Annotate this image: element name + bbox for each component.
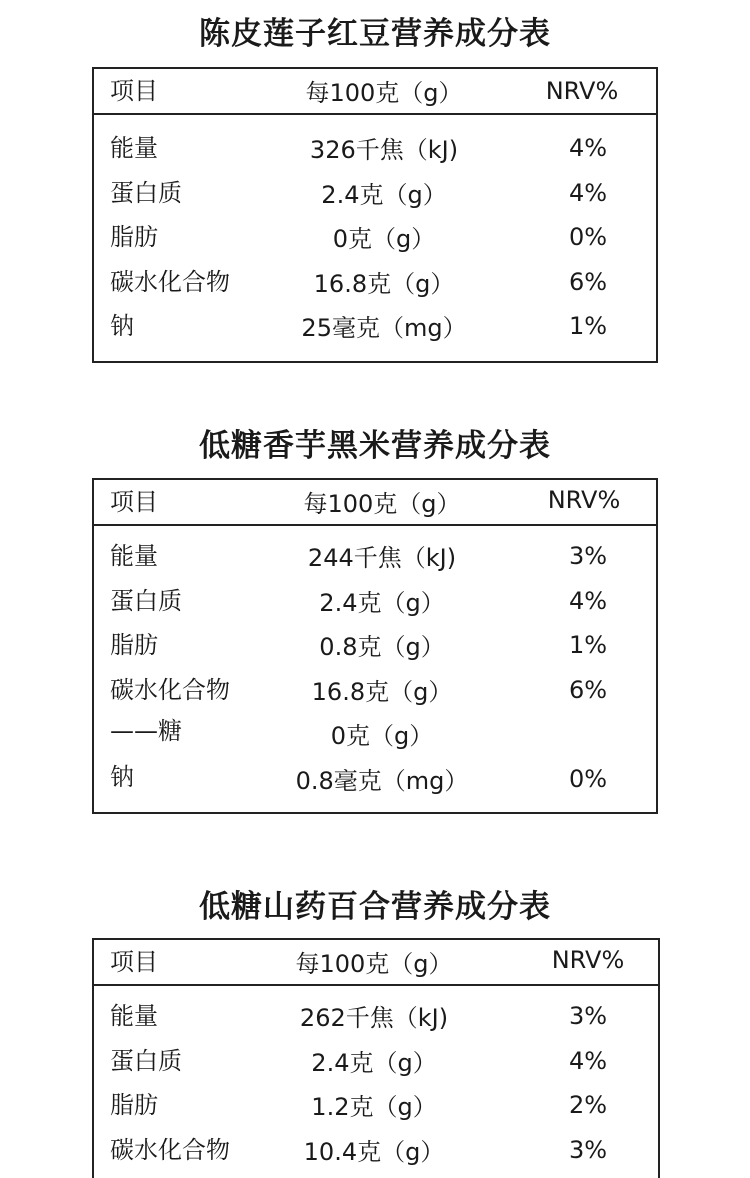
row-nrv: 4% [568, 1046, 608, 1075]
row-nrv: 0% [568, 223, 608, 251]
row-item: 脂肪 [110, 1091, 158, 1119]
table-body [94, 526, 656, 803]
row-nrv: 3% [568, 1002, 608, 1030]
row-item: 能量 [110, 542, 158, 570]
table-2-title: 低糖香芋黑米营养成分表 [199, 428, 551, 464]
header-per100: 每100克（g） [303, 490, 461, 518]
row-value: 16.8克（g） [313, 269, 455, 298]
row-item: 钠 [110, 762, 134, 791]
table-header [94, 69, 656, 115]
header-nrv: NRV% [547, 486, 621, 514]
table-3-title: 低糖山药百合营养成分表 [199, 889, 551, 925]
table-row [94, 581, 656, 626]
row-item: 蛋白质 [110, 1046, 182, 1075]
row-nrv: 3% [568, 542, 608, 570]
header-item: 项目 [110, 488, 158, 516]
table-row [94, 1041, 658, 1086]
table-body [94, 115, 656, 348]
table-body [94, 986, 658, 1174]
row-value: 0克（g） [332, 225, 436, 253]
row-nrv: 4% [568, 134, 608, 162]
row-value: 0克（g） [330, 722, 434, 750]
row-value: 0.8克（g） [319, 633, 445, 661]
table-row [94, 670, 656, 715]
table-row [94, 536, 656, 581]
row-value: 0.8毫克（mg） [295, 766, 469, 795]
header-item: 项目 [110, 948, 158, 976]
table-header [94, 480, 656, 526]
header-nrv: NRV% [551, 946, 625, 974]
table-row [94, 1130, 658, 1175]
row-value: 10.4克（g） [303, 1137, 445, 1166]
table-row [94, 996, 658, 1041]
row-value: 25毫克（mg） [301, 314, 467, 342]
row-item: 钠 [110, 312, 134, 340]
nutrition-table-2 [92, 478, 658, 814]
row-value: 2.4克（g） [311, 1048, 437, 1077]
row-value: 244千焦（kJ) [307, 544, 457, 572]
header-item: 项目 [110, 77, 158, 105]
row-value: 1.2克（g） [311, 1093, 437, 1121]
table-row [94, 1085, 658, 1130]
table-row [94, 759, 656, 804]
row-item: ——糖 [110, 717, 182, 745]
row-item: 脂肪 [110, 631, 158, 659]
header-per100: 每100克（g） [295, 950, 453, 978]
row-item: 能量 [110, 1002, 158, 1030]
row-value: 326千焦（kJ) [309, 136, 459, 164]
row-value: 2.4克（g） [319, 588, 445, 617]
row-item: 碳水化合物 [110, 675, 230, 704]
table-row [94, 214, 656, 259]
row-nrv: 2% [568, 1091, 608, 1119]
table-row [94, 125, 656, 170]
row-nrv: 1% [568, 631, 608, 659]
nutrition-table-3 [92, 938, 660, 1178]
table-row [94, 714, 656, 759]
table-row [94, 625, 656, 670]
table-header [94, 940, 658, 986]
table-row [94, 170, 656, 215]
row-item: 脂肪 [110, 223, 158, 251]
row-value: 16.8克（g） [311, 677, 453, 706]
row-item: 蛋白质 [110, 178, 182, 207]
nutrition-table-1 [92, 67, 658, 363]
row-nrv: 3% [568, 1135, 608, 1164]
row-item: 碳水化合物 [110, 267, 230, 296]
row-nrv: 6% [568, 675, 608, 704]
row-nrv: 0% [568, 764, 608, 793]
row-item: 碳水化合物 [110, 1135, 230, 1164]
row-value: 262千焦（kJ) [299, 1004, 449, 1032]
row-nrv: 1% [568, 312, 608, 340]
row-nrv: 4% [568, 586, 608, 615]
row-item: 能量 [110, 134, 158, 162]
table-row [94, 303, 656, 348]
row-value: 2.4克（g） [321, 180, 447, 209]
row-item: 蛋白质 [110, 586, 182, 615]
header-per100: 每100克（g） [305, 79, 463, 107]
row-nrv: 6% [568, 267, 608, 296]
table-row [94, 259, 656, 304]
row-nrv: 4% [568, 178, 608, 207]
header-nrv: NRV% [545, 77, 619, 105]
table-1-title: 陈皮莲子红豆营养成分表 [199, 16, 551, 52]
